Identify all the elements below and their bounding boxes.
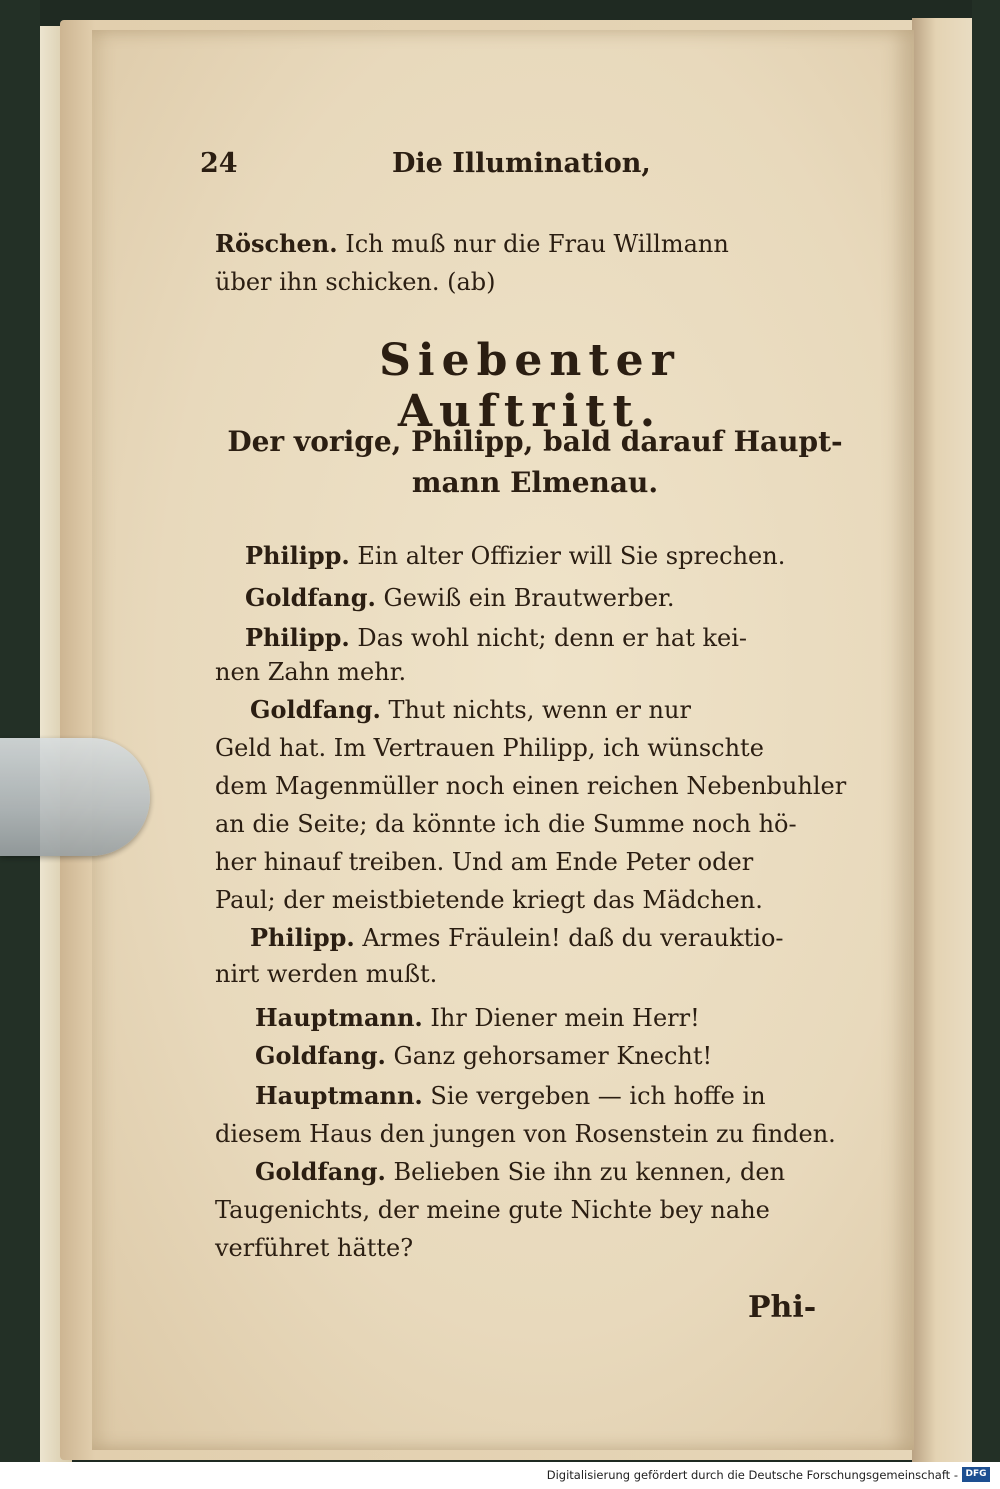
dfg-logo-icon: DFG [962,1467,990,1482]
dialogue-line [215,1194,855,1226]
speaker-name: Philipp. [245,623,350,652]
line-text: Geld hat. Im Vertrauen Philipp, ich wünschte [215,734,764,762]
dialogue-line [250,694,890,726]
dialogue-line [215,1232,855,1264]
dialogue-line [255,1002,895,1034]
speaker-name: Philipp. [250,923,355,952]
speaker-name: Philipp. [245,541,350,570]
page-number: 24 [200,148,238,179]
speaker-name: Röschen. [215,229,338,258]
line-text: Taugenichts, der meine gute Nichte bey nahe [215,1196,770,1224]
scene-title: Siebenter Auftritt. [379,335,681,437]
speaker-name: Goldfang. [250,695,381,724]
speaker-name: Hauptmann. [255,1081,423,1110]
dialogue-line [215,656,855,688]
dialogue-line [245,582,885,614]
dialogue-line [215,770,855,802]
line-text: nen Zahn mehr. [215,658,407,686]
line-text: her hinauf treiben. Und am Ende Peter oder [215,848,754,876]
line-text: Ganz gehorsamer Knecht! [393,1042,713,1070]
speaker-name: Goldfang. [255,1041,386,1070]
line-text: dem Magenmüller noch einen reichen Nebenbuhler [215,772,847,800]
text-line [215,228,855,260]
line-text: Das wohl nicht; denn er hat kei- [357,624,748,652]
gutter [912,18,972,1466]
dialogue-line [245,622,885,654]
line-text: Paul; der meistbietende kriegt das Mädchen. [215,886,763,914]
dialogue-line [255,1080,895,1112]
speaker-name: Hauptmann. [255,1003,423,1032]
line-text: über ihn schicken. (ab) [215,268,496,296]
dialogue-line [215,732,855,764]
line-text: nirt werden mußt. [215,960,438,988]
dialogue-line [215,958,855,990]
page-holder-clip [0,738,150,856]
scene-subtitle: Der vorige, Philipp, bald darauf Haupt- [227,425,843,458]
scan-background-left [0,0,40,1462]
dialogue-line [250,922,890,954]
line-text: Ein alter Offizier will Sie sprechen. [357,542,786,570]
dialogue-line [255,1040,895,1072]
dialogue-line [255,1156,895,1188]
footer-bar [0,1462,1000,1489]
running-title: Die Illumination, [392,148,651,179]
line-text: verführet hätte? [215,1234,414,1262]
dialogue-line [215,808,855,840]
line-text: Sie vergeben — ich hoffe in [430,1082,766,1110]
dialogue-line [215,846,855,878]
line-text: Ich muß nur die Frau Willmann [345,230,729,258]
line-text: Armes Fräulein! daß du verauktio- [362,924,784,952]
line-text: Ihr Diener mein Herr! [430,1004,700,1032]
speaker-name: Goldfang. [255,1157,386,1186]
scan-background-right [972,0,1000,1462]
scene-subtitle-cont: mann Elmenau. [411,466,659,499]
speaker-name: Goldfang. [245,583,376,612]
dialogue-line [215,884,855,916]
text-line [215,266,855,298]
catchword: Phi- [748,1290,817,1325]
funding-credit: Digitalisierung gefördert durch die Deutsche Forschungsgemeinschaft - [546,1468,958,1482]
dialogue-line [215,1118,855,1150]
line-text: Thut nichts, wenn er nur [388,696,691,724]
line-text: Gewiß ein Brautwerber. [383,584,675,612]
dialogue-line [245,540,885,572]
page-header [200,148,850,188]
line-text: Belieben Sie ihn zu kennen, den [393,1158,786,1186]
line-text: diesem Haus den jungen von Rosenstein zu finden. [215,1120,836,1148]
line-text: an die Seite; da könnte ich die Summe noch hö- [215,810,797,838]
